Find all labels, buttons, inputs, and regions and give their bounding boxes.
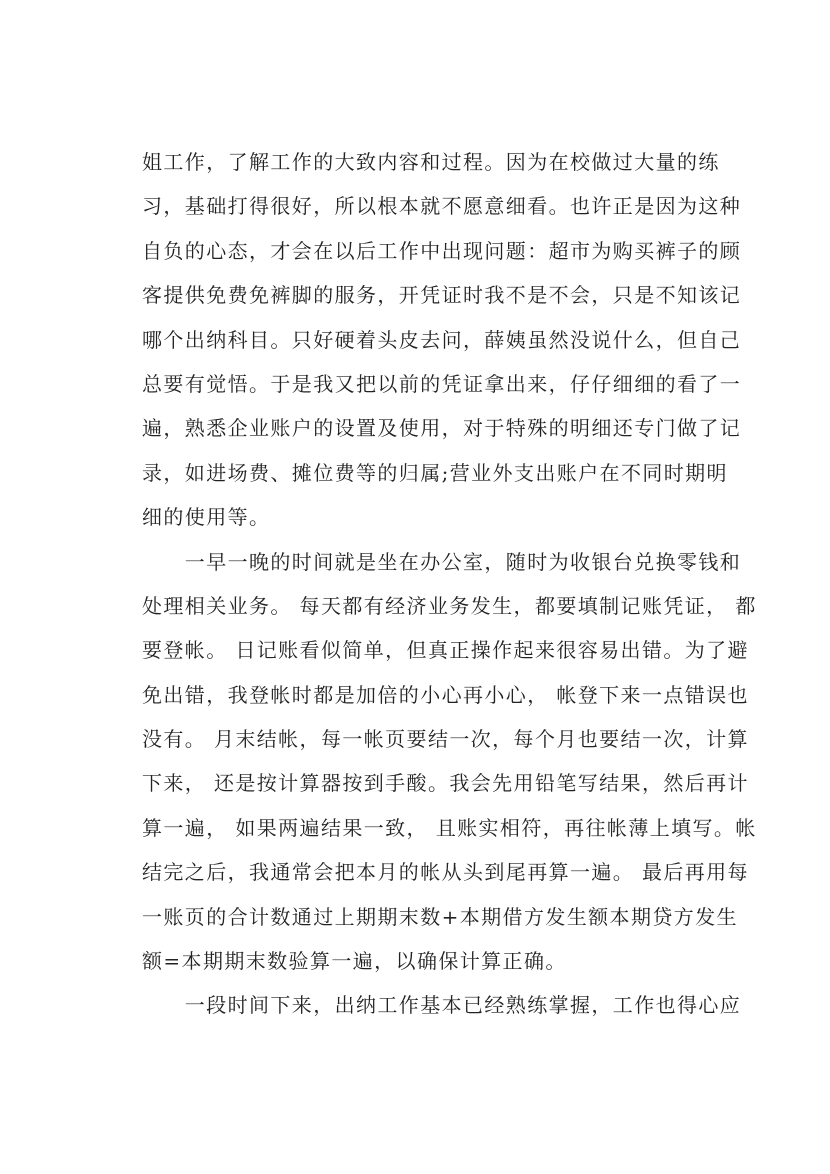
text-line: 结完之后，我通常会把本月的帐从头到尾再算一遍。 最后再用每 xyxy=(142,860,749,885)
document-body xyxy=(142,140,757,1028)
text-line: 没有。 月末结帐，每一帐页要结一次，每个月也要结一次，计算 xyxy=(142,727,749,752)
text-line: 一早一晚的时间就是坐在办公室，随时为收银台兑换零钱和 xyxy=(142,549,742,574)
text-line: 一账页的合计数通过上期期末数+本期借方发生额本期贷方发生 xyxy=(142,904,738,929)
text-line: 录，如进场费、摊位费等的归属;营业外支出账户在不同时期明 xyxy=(142,460,728,485)
text-line: 一段时间下来，出纳工作基本已经熟练掌握，工作也得心应 xyxy=(142,993,742,1018)
text-line: 自负的心态，才会在以后工作中出现问题：超市为购买裤子的顾 xyxy=(142,238,742,263)
text-line: 额=本期期末数验算一遍，以确保计算正确。 xyxy=(142,949,567,974)
text-line: 算一遍， 如果两遍结果一致， 且账实相符，再往帐薄上填写。帐 xyxy=(142,815,757,840)
text-line: 处理相关业务。 每天都有经济业务发生，都要填制记账凭证， 都 xyxy=(142,593,757,618)
text-line: 细的使用等。 xyxy=(142,505,271,530)
text-line: 免出错，我登帐时都是加倍的小心再小心， 帐登下来一点错误也 xyxy=(142,682,749,707)
text-line: 姐工作，了解工作的大致内容和过程。因为在校做过大量的练 xyxy=(142,150,720,174)
text-line: 下来， 还是按计算器按到手酸。我会先用铅笔写结果，然后再计 xyxy=(142,771,749,796)
text-line: 哪个出纳科目。只好硬着头皮去问，薛姨虽然没说什么，但自己 xyxy=(142,327,742,352)
text-line: 习，基础打得很好，所以根本就不愿意细看。也许正是因为这种 xyxy=(142,194,742,219)
text-line: 要登帐。 日记账看似简单，但真正操作起来很容易出错。为了避 xyxy=(142,638,749,663)
text-line: 遍，熟悉企业账户的设置及使用，对于特殊的明细还专门做了记 xyxy=(142,416,742,441)
text-line: 总要有觉悟。于是我又把以前的凭证拿出来，仔仔细细的看了一 xyxy=(142,371,742,396)
text-line: 客提供免费免裤脚的服务，开凭证时我不是不会，只是不知该记 xyxy=(142,283,742,308)
